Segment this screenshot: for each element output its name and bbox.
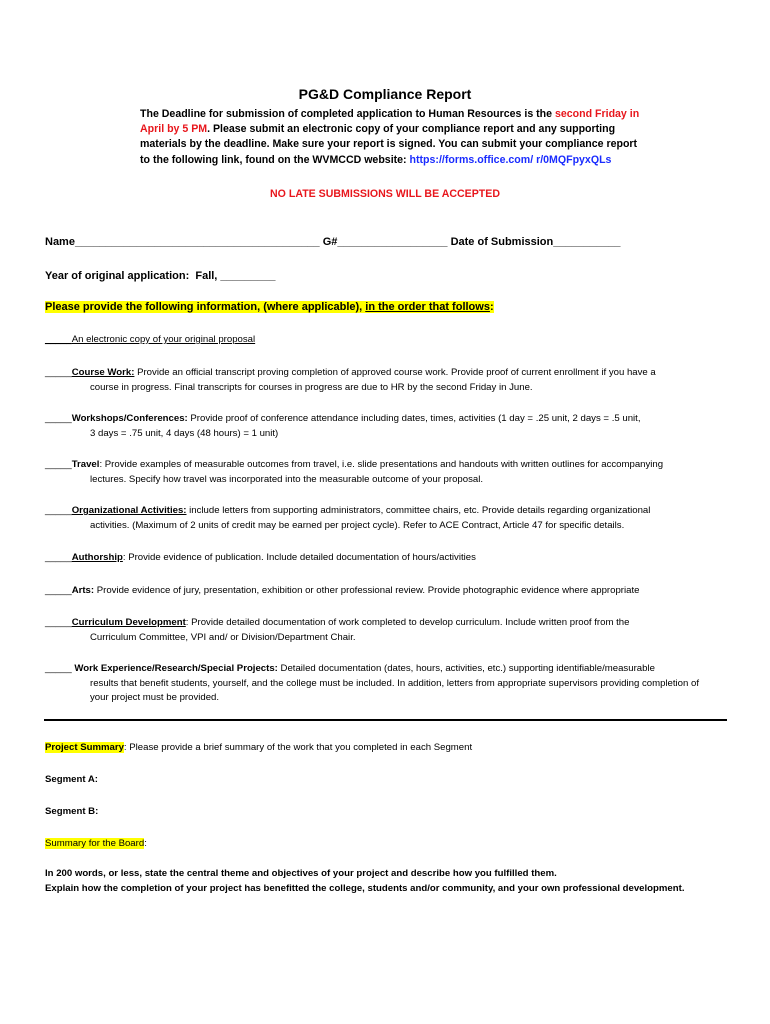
- checklist-blank[interactable]: _____: [45, 413, 72, 424]
- checklist-label: Course Work:: [71, 367, 135, 378]
- year-of-application-field[interactable]: Year of original application: Fall, _________: [45, 270, 276, 282]
- segment-b-label: Segment B:: [45, 806, 99, 817]
- instructions-underlined: in the order that follows: [365, 301, 490, 313]
- checklist-label: Work Experience/Research/Special Projects:: [74, 663, 278, 674]
- report-title: PG&D Compliance Report: [298, 86, 472, 102]
- segment-a-field[interactable]: [45, 774, 98, 785]
- checklist-text-cont: lectures. Specify how travel was incorporated into the measurable outcome of your proposal.: [90, 473, 484, 485]
- checklist-item-workshops: [45, 412, 735, 441]
- checklist-text: include letters from supporting administrators, committee chairs, etc. Provide details regarding organizational: [186, 505, 651, 516]
- board-summary-label: Summary for the Board: [45, 838, 145, 849]
- summary-instructions-line1: In 200 words, or less, state the central theme and objectives of your project and describe how you fulfilled them.: [45, 868, 557, 879]
- checklist-text: : Provide detailed documentation of work completed to develop curriculum. Include written proof from the: [185, 617, 630, 628]
- instructions-suffix: :: [489, 301, 494, 313]
- deadline-instructions: [140, 107, 645, 168]
- checklist-blank[interactable]: _____: [45, 552, 72, 563]
- checklist-text: Detailed documentation (dates, hours, activities, etc.) supporting identifiable/measurable: [277, 663, 655, 674]
- instructions-prefix: Please provide the following information, (where applicable),: [45, 301, 366, 313]
- checklist-blank[interactable]: _____: [45, 585, 72, 596]
- checklist-text-cont: course in progress. Final transcripts for courses in progress are due to HR by the second Friday in June.: [90, 381, 533, 393]
- intro-text-2: . Please submit an electronic copy of your compliance report and any supporting materials by the deadline. Make sure your report is signed. You can submit your compliance report to the following link, found on the WVMCCD website:: [140, 123, 638, 166]
- checklist-blank[interactable]: _____: [45, 663, 75, 674]
- checklist-item-arts: [45, 584, 735, 599]
- submission-link[interactable]: https://forms.office.com/ r/0MQFpyxQLs: [409, 153, 612, 166]
- checklist-text: : Provide evidence of publication. Include detailed documentation of hours/activities: [122, 552, 476, 563]
- checklist-item-course-work: [45, 366, 735, 395]
- summary-instructions-line2: Explain how the completion of your project has benefitted the college, students and/or community, and your own professional development.: [45, 882, 685, 894]
- board-summary-heading: [45, 838, 147, 849]
- checklist-text-cont: Curriculum Committee, VPI and/ or Division/Department Chair.: [90, 631, 356, 643]
- checklist-item-work-experience: [45, 662, 735, 706]
- checklist-text: : Provide examples of measurable outcomes from travel, i.e. slide presentations and handouts with written outlines for accompanying: [99, 459, 664, 470]
- checklist-text: Provide proof of conference attendance including dates, times, activities (1 day = .25 unit, 2 days = .5 unit,: [187, 413, 641, 424]
- checklist-blank[interactable]: _____: [45, 505, 72, 516]
- checklist-label: Authorship: [71, 552, 123, 563]
- board-summary-suffix: :: [144, 838, 147, 849]
- checklist-item-curriculum: [45, 616, 735, 645]
- deadline-highlight: second Friday in April by 5 PM: [140, 108, 640, 136]
- checklist-blank[interactable]: _____: [45, 459, 72, 470]
- checklist-text-cont: results that benefit students, yourself, and the college must be included. In addition, letters from appropriate supervisors providing completion of your project must be provided.: [90, 677, 700, 703]
- project-summary-prompt: [45, 742, 472, 753]
- checklist-label: Workshops/Conferences:: [71, 413, 188, 424]
- name-gnumber-date-field[interactable]: Name________________________________________ G#__________________ Date of Submission___________: [45, 236, 621, 248]
- segment-a-label: Segment A:: [45, 774, 98, 785]
- checklist-label: Organizational Activities:: [71, 505, 187, 516]
- checklist-label: Curriculum Development: [71, 617, 186, 628]
- order-instructions: [45, 301, 494, 313]
- checklist-label: An electronic copy of your original proposal: [71, 334, 256, 345]
- checklist-label: Travel: [71, 459, 100, 470]
- checklist-blank[interactable]: _____: [45, 334, 72, 345]
- checklist-item-authorship: [45, 551, 735, 566]
- checklist-text: Provide an official transcript proving completion of approved course work. Provide proof of current enrollment if you have a: [134, 367, 656, 378]
- summary-instructions: [45, 867, 684, 896]
- checklist-item-original-proposal: [45, 333, 735, 348]
- project-summary-label: Project Summary: [45, 742, 124, 753]
- section-divider: [44, 719, 727, 721]
- intro-text-1: The Deadline for submission of completed application to Human Resources is the: [140, 108, 555, 120]
- checklist-blank[interactable]: _____: [45, 617, 72, 628]
- project-summary-text: : Please provide a brief summary of the work that you completed in each Segment: [123, 742, 473, 753]
- checklist-label: Arts:: [71, 585, 95, 596]
- segment-b-field[interactable]: [45, 806, 98, 817]
- checklist-item-organizational: [45, 504, 735, 533]
- no-late-notice: NO LATE SUBMISSIONS WILL BE ACCEPTED: [270, 188, 500, 200]
- checklist-text-cont: activities. (Maximum of 2 units of credit may be earned per project cycle). Refer to ACE Contract, Article 47 for specific details.: [90, 519, 625, 531]
- checklist-text: Provide evidence of jury, presentation, exhibition or other professional review. Provide photographic evidence where appropriate: [94, 585, 640, 596]
- checklist-item-travel: [45, 458, 735, 487]
- checklist-blank[interactable]: _____: [45, 367, 72, 378]
- checklist-text-cont: 3 days = .75 unit, 4 days (48 hours) = 1 unit): [90, 427, 279, 439]
